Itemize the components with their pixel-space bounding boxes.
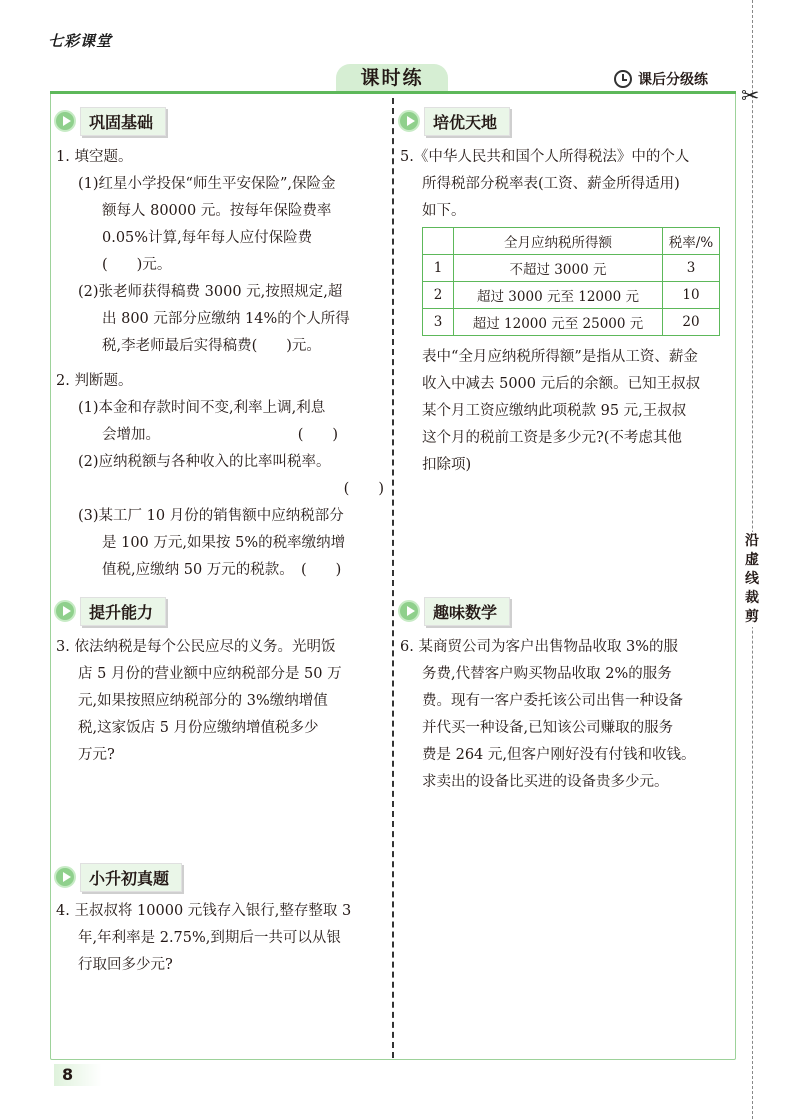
table-cell: 2: [423, 282, 454, 309]
q6-line: 务费,代替客户购买物品收取 2%的服务: [422, 666, 672, 682]
section-advanced-label: 培优天地: [424, 107, 510, 136]
play-icon: [398, 600, 420, 622]
q4-line: 年,年利率是 2.75%,到期后一共可以从银: [78, 930, 341, 946]
play-icon: [54, 600, 76, 622]
q5-line: 5.《中华人民共和国个人所得税法》中的个人: [400, 149, 690, 165]
q5-paragraph-line: 表中“全月应纳税所得额”是指从工资、薪金: [422, 349, 698, 365]
table-cell: 3: [663, 255, 720, 282]
clock-icon: [614, 70, 632, 88]
table-header-cell: 全月应纳税所得额: [454, 228, 663, 255]
table-cell: 10: [663, 282, 720, 309]
q3-line: 税,这家饭店 5 月份应缴纳增值税多少: [78, 720, 319, 736]
q1-a-line: (1)红星小学投保“师生平安保险”,保险金: [78, 176, 336, 192]
question-2: [56, 368, 390, 584]
question-5-body: [400, 344, 734, 479]
q1-b-line: 出 800 元部分应缴纳 14%的个人所得: [102, 311, 350, 327]
table-row: [423, 282, 720, 309]
q2-c-line: 是 100 万元,如果按 5%的税率缴纳增: [102, 535, 346, 551]
section-improve: [54, 598, 166, 624]
question-1: [56, 144, 390, 360]
table-header-cell: 税率/%: [663, 228, 720, 255]
q5-line: 如下。: [422, 203, 466, 219]
page-subtitle: [614, 66, 708, 92]
q5-line: 所得税部分税率表(工资、薪金所得适用): [422, 176, 680, 192]
table-cell: 超过 12000 元至 25000 元: [454, 309, 663, 336]
table-cell: 超过 3000 元至 12000 元: [454, 282, 663, 309]
cut-instruction: 沿虚线裁剪: [742, 532, 762, 627]
table-row: [423, 309, 720, 336]
section-fun-math-label: 趣味数学: [424, 597, 510, 626]
q2-c-line: 值税,应缴纳 50 万元的税款。 ( ): [102, 562, 342, 578]
q3-line: 3. 依法纳税是每个公民应尽的义务。光明饭: [56, 639, 336, 655]
section-basics-label: 巩固基础: [80, 107, 166, 136]
page-number: 8: [54, 1064, 102, 1086]
section-basics: [54, 108, 166, 134]
q3-line: 万元?: [78, 747, 115, 763]
q5-paragraph-line: 某个月工资应缴纳此项税款 95 元,王叔叔: [422, 403, 687, 419]
section-advanced: [398, 108, 510, 134]
q1-b-line: 税,李老师最后实得稿费( )元。: [102, 338, 321, 354]
scissors-icon: ✂: [741, 84, 760, 109]
q4-line: 4. 王叔叔将 10000 元钱存入银行,整存整取 3: [56, 903, 352, 919]
section-exam-label: 小升初真题: [80, 863, 182, 892]
q5-paragraph-line: 收入中减去 5000 元后的余额。已知王叔叔: [422, 376, 701, 392]
q6-line: 费。现有一客户委托该公司出售一种设备: [422, 693, 683, 709]
q5-paragraph-line: 扣除项): [422, 457, 472, 473]
table-cell: 不超过 3000 元: [454, 255, 663, 282]
subtitle-text: 课后分级练: [638, 72, 708, 88]
question-5-intro: [400, 144, 734, 225]
q2-b-line: (2)应纳税额与各种收入的比率叫税率。: [78, 454, 331, 470]
q2-b-answer: ( ): [343, 481, 384, 497]
q1-b-line: (2)张老师获得稿费 3000 元,按照规定,超: [78, 284, 343, 300]
q1-a-line: ( )元。: [102, 257, 172, 273]
column-divider: [392, 98, 394, 1058]
q5-paragraph-line: 这个月的税前工资是多少元?(不考虑其他: [422, 430, 682, 446]
section-exam: [54, 864, 182, 890]
play-icon: [398, 110, 420, 132]
q3-line: 店 5 月份的营业额中应纳税部分是 50 万: [78, 666, 342, 682]
tax-rate-table: [422, 227, 720, 336]
table-cell: 1: [423, 255, 454, 282]
q2-c-line: (3)某工厂 10 月份的销售额中应纳税部分: [78, 508, 344, 524]
table-header-row: [423, 228, 720, 255]
page-title: 课时练: [336, 64, 448, 92]
q6-line: 6. 某商贸公司为客户出售物品收取 3%的服: [400, 639, 679, 655]
play-icon: [54, 866, 76, 888]
q2-a-line: (1)本金和存款时间不变,利率上调,利息: [78, 400, 326, 416]
question-1-title: 1. 填空题。: [56, 149, 133, 165]
question-6: [400, 634, 734, 796]
q4-line: 行取回多少元?: [78, 957, 173, 973]
question-2-title: 2. 判断题。: [56, 373, 133, 389]
q1-a-line: 0.05%计算,每年每人应付保险费: [102, 230, 313, 246]
q6-line: 求卖出的设备比买进的设备贵多少元。: [422, 774, 669, 790]
question-4: [56, 898, 390, 979]
section-improve-label: 提升能力: [80, 597, 166, 626]
q2-a-line: 会增加。 ( ): [102, 427, 339, 443]
table-cell: 3: [423, 309, 454, 336]
frame-top-bar: [50, 91, 736, 94]
publisher-logo: 七彩课堂: [48, 32, 113, 50]
section-fun-math: [398, 598, 510, 624]
table-cell: 20: [663, 309, 720, 336]
table-header-cell: [423, 228, 454, 255]
q6-line: 费是 264 元,但客户刚好没有付钱和收钱。: [422, 747, 696, 763]
question-3: [56, 634, 390, 769]
q6-line: 并代买一种设备,已知该公司赚取的服务: [422, 720, 674, 736]
play-icon: [54, 110, 76, 132]
q3-line: 元,如果按照应纳税部分的 3%缴纳增值: [78, 693, 328, 709]
table-row: [423, 255, 720, 282]
q1-a-line: 额每人 80000 元。按每年保险费率: [102, 203, 332, 219]
